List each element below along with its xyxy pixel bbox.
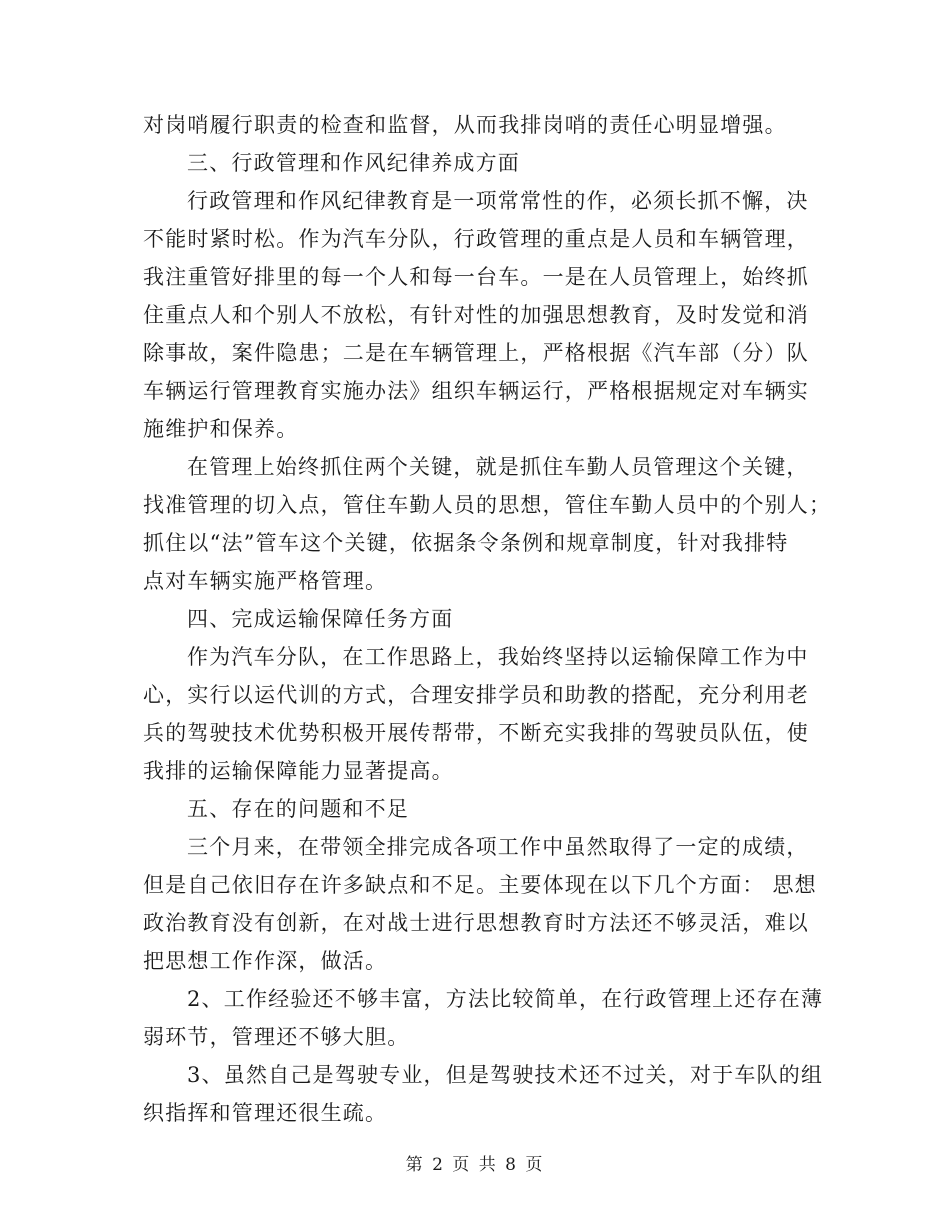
- text-line: 我注重管好排里的每一个人和每一台车。一是在人员管理上，始终抓: [143, 265, 809, 289]
- text-line: 织指挥和管理还很生疏。: [143, 1101, 388, 1125]
- text-line: 抓住以“法”管车这个关键，依据条令条例和规章制度，针对我排特: [143, 531, 789, 555]
- document-body: [143, 106, 832, 1132]
- text-line: 作为汽车分队，在工作思路上，我始终坚持以运输保障工作为中: [187, 645, 809, 669]
- text-line: 兵的驾驶技术优势积极开展传帮带，不断充实我排的驾驶员队伍，使: [143, 721, 809, 745]
- text-line: 施维护和保养。: [143, 417, 299, 441]
- text-line: 住重点人和个别人不放松，有针对性的加强思想教育，及时发觉和消: [143, 303, 809, 327]
- text-line: 行政管理和作风纪律教育是一项常常性的作，必须长抓不懈，决: [187, 189, 809, 213]
- text-line: 但是自己依旧存在许多缺点和不足。主要体现在以下几个方面： 思想: [143, 873, 817, 897]
- text-line: 在管理上始终抓住两个关键，就是抓住车勤人员管理这个关键，: [187, 455, 809, 479]
- text-line: 三个月来，在带领全排完成各项工作中虽然取得了一定的成绩，: [187, 835, 809, 859]
- text-line: 四、完成运输保障任务方面: [187, 607, 454, 631]
- text-line: 车辆运行管理教育实施办法》组织车辆运行，严格根据规定对车辆实: [143, 379, 809, 403]
- text-line: 五、存在的问题和不足: [187, 797, 409, 821]
- text-line: 不能时紧时松。作为汽车分队，行政管理的重点是人员和车辆管理，: [143, 227, 809, 251]
- text-line: 2、工作经验还不够丰富，方法比较简单，在行政管理上还存在薄: [187, 987, 824, 1011]
- text-line: 政治教育没有创新，在对战士进行思想教育时方法还不够灵活，难以: [143, 911, 809, 935]
- text-line: 把思想工作作深，做活。: [143, 949, 388, 973]
- text-line: 心，实行以运代训的方式，合理安排学员和助教的搭配，充分利用老: [143, 683, 809, 707]
- text-line: 点对车辆实施严格管理。: [143, 569, 388, 593]
- text-line: 弱环节，管理还不够大胆。: [143, 1025, 410, 1049]
- page-number-footer: 第 2 页 共 8 页: [405, 1155, 545, 1175]
- text-line: 3、虽然自己是驾驶专业，但是驾驶技术还不过关，对于车队的组: [187, 1063, 824, 1087]
- text-line: 找准管理的切入点，管住车勤人员的思想，管住车勤人员中的个别人；: [143, 493, 832, 517]
- text-line: 我排的运输保障能力显著提高。: [143, 759, 454, 783]
- text-line: 三、行政管理和作风纪律养成方面: [187, 151, 520, 175]
- text-line: 对岗哨履行职责的检查和监督，从而我排岗哨的责任心明显增强。: [143, 113, 787, 137]
- text-line: 除事故，案件隐患；二是在车辆管理上，严格根据《汽车部（分）队: [143, 341, 809, 365]
